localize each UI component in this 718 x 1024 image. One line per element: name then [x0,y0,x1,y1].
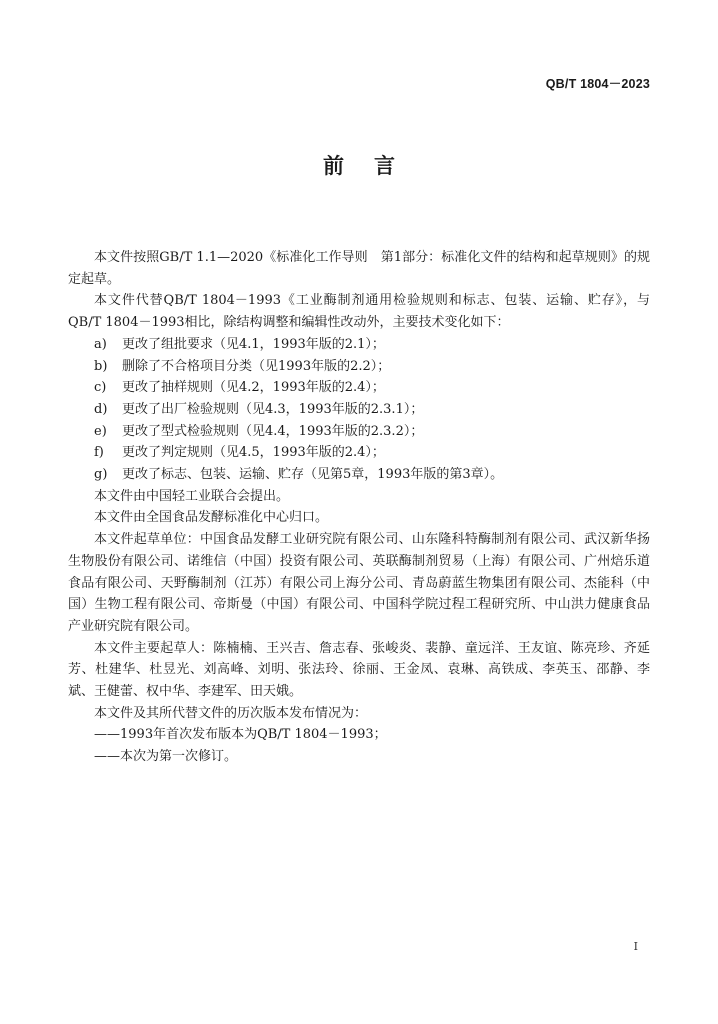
list-item [68,356,650,378]
page-number: I [633,940,638,953]
list-item [68,421,650,443]
administrator-paragraph: 本文件由全国食品发酵标准化中心归口。 [94,510,329,526]
list-item [68,399,650,421]
list-marker: g) [94,467,108,483]
list-item [68,464,650,486]
drafters-paragraph: 本文件主要起草人：陈楠楠、王兴吉、詹志春、张峻炎、裴静、童远洋、王友谊、陈亮珍、齐延芳、杜建华、杜昱光、刘高峰、刘明、张法玲、徐丽、王金凤、袁琳、高铁成、李英玉、邵静、李斌、王健蕾、权中华、李建军、田天娥。 [68,640,650,700]
list-item [68,334,650,356]
list-item-text: 更改了抽样规则（见4.2，1993年版的2.4）； [122,380,385,396]
foreword-body [68,247,650,768]
drafting-units-paragraph: 本文件起草单位：中国食品发酵工业研究院有限公司、山东隆科特酶制剂有限公司、武汉新华扬生物股份有限公司、诺维信（中国）投资有限公司、英联酶制剂贸易（上海）有限公司、广州焙乐道食品有限公司、天野酶制剂（江苏）有限公司上海分公司、青岛蔚蓝生物集团有限公司、杰能科（中国）生物工程有限公司、帝斯曼（中国）有限公司、中国科学院过程工程研究所、中山洪力健康食品产业研究院有限公司。 [68,532,650,634]
list-marker: b) [94,358,108,374]
drafting-basis-paragraph: 本文件按照GB/T 1.1—2020《标准化工作导则 第1部分：标准化文件的结构和起草规则》的规定起草。 [68,250,650,287]
list-marker: d) [94,401,108,417]
version-history-item: ——本次为第一次修订。 [94,749,238,765]
page-title: 前言 [323,154,425,178]
list-item-text: 更改了出厂检验规则（见4.3，1993年版的2.3.1）； [122,401,424,417]
proposer-paragraph: 本文件由中国轻工业联合会提出。 [94,488,290,504]
list-item-text: 更改了标志、包装、运输、贮存（见第5章，1993年版的第3章）。 [122,467,504,483]
list-item [68,377,650,399]
list-item-text: 删除了不合格项目分类（见1993年版的2.2）； [122,358,391,374]
technical-changes-list [68,334,650,486]
version-history-intro: 本文件及其所代替文件的历次版本发布情况为： [94,705,368,721]
list-marker: a) [94,336,107,352]
list-item-text: 更改了判定规则（见4.5，1993年版的2.4）； [122,445,385,461]
list-item [68,442,650,464]
list-item-text: 更改了型式检验规则（见4.4，1993年版的2.3.2）； [122,423,424,439]
list-marker: f) [94,445,104,461]
replacement-paragraph: 本文件代替QB/T 1804－1993《工业酶制剂通用检验规则和标志、包装、运输、贮存》，与QB/T 1804－1993相比，除结构调整和编辑性改动外，主要技术变化如下： [68,293,650,331]
list-marker: c) [94,380,107,396]
standard-code: QB/T 1804－2023 [545,77,650,91]
list-item-text: 更改了组批要求（见4.1，1993年版的2.1）； [122,336,385,352]
version-history-item: ——1993年首次发布版本为QB/T 1804－1993； [94,727,387,743]
list-marker: e) [94,423,107,439]
